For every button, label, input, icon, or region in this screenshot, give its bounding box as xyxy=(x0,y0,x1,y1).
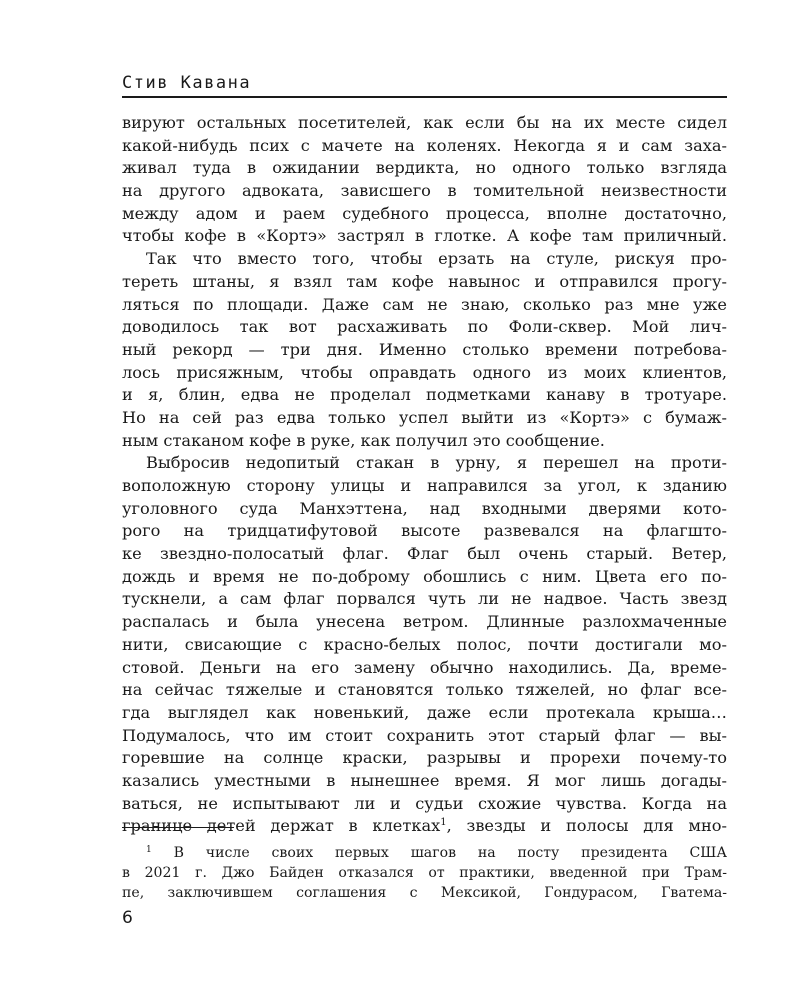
text-line: на другого адвоката, зависшего в томительной неизвестности xyxy=(122,181,727,201)
text-line: тускнели, а сам флаг порвался чуть ли не надвое. Часть звезд xyxy=(122,589,727,609)
footnote-reference[interactable]: 1 xyxy=(440,817,447,829)
text-fragment: , звезды и полосы для мно- xyxy=(446,816,727,836)
text-line: вируют остальных посетителей, как если бы на их месте сидел xyxy=(122,113,727,132)
page-number: 6 xyxy=(122,908,133,928)
text-line: Но на сей раз едва только успел выйти из «Кортэ» с бумаж- xyxy=(122,407,727,427)
text-line: ваться, не испытывают ли и судьи схожие чувства. Когда на xyxy=(122,793,727,813)
footnote-text: В числе своих первых шагов на посту президента США xyxy=(151,845,727,861)
footnote-line: пе, заключившем соглашения с Мексикой, Гондурасом, Гватема- xyxy=(122,885,727,901)
text-line: и я, блин, едва не проделал подметками канаву в тротуаре. xyxy=(122,385,727,405)
text-line: на сейчас тяжелые и становятся только тяжелей, но флаг все- xyxy=(122,680,727,700)
text-line: рого на тридцатифутовой высоте развевался на флагшто- xyxy=(122,521,727,541)
text-line: горевшие на солнце краски, разрывы и прорехи почему-то xyxy=(122,748,727,768)
text-line: чтобы кофе в «Кортэ» застрял в глотке. А кофе там приличный. xyxy=(122,226,727,246)
text-line: ке звездно-полосатый флаг. Флаг был очень старый. Ветер, xyxy=(122,544,727,564)
footnote-line xyxy=(122,843,727,863)
text-line: ный рекорд — три дня. Именно столько времени потребова- xyxy=(122,339,727,359)
text-line: дождь и время не по-доброму обошлись с ним. Цвета его по- xyxy=(122,566,727,586)
text-line: распалась и была унесена ветром. Длинные разлохмаченные xyxy=(122,612,727,632)
text-line: тереть штаны, я взял там кофе навынос и отправился прогу- xyxy=(122,271,727,291)
text-line: казались уместными в нынешнее время. Я мог лишь догады- xyxy=(122,770,727,790)
text-line: Подумалось, что им стоит сохранить этот старый флаг — вы- xyxy=(122,725,727,745)
running-title: Стив Кавана xyxy=(122,73,252,93)
text-line: живал туда в ожидании вердикта, но одного только взгляда xyxy=(122,158,727,178)
footnote-divider xyxy=(122,827,234,828)
footnote-marker: 1 xyxy=(146,845,152,855)
text-line: стовой. Деньги на его замену обычно находились. Да, време- xyxy=(122,657,727,677)
text-line: воположную сторону улицы и направился за угол, к зданию xyxy=(122,476,727,495)
footnote-line: в 2021 г. Джо Байден отказался от практики, введенной при Трам- xyxy=(122,865,727,881)
running-header xyxy=(122,70,727,98)
text-fragment: границе детей держат в клетках xyxy=(122,816,441,836)
text-line: Так что вместо того, чтобы ерзать на стуле, рискуя про- xyxy=(146,249,727,269)
text-line: нити, свисающие с красно-белых полос, почти достигали мо- xyxy=(122,634,727,654)
footnote-block xyxy=(122,843,727,903)
text-line: лось присяжным, чтобы оправдать одного из моих клиентов, xyxy=(122,362,727,382)
text-line: ным стаканом кофе в руке, как получил это сообщение. xyxy=(122,430,605,450)
text-line: гда выглядел как новенький, даже если протекала крыша… xyxy=(122,702,727,722)
text-line: доводилось так вот расхаживать по Фоли-сквер. Мой лич- xyxy=(122,317,727,337)
text-line: Выбросив недопитый стакан в урну, я перешел на проти- xyxy=(146,453,727,473)
main-text xyxy=(122,112,727,838)
text-line: какой-нибудь псих с мачете на коленях. Некогда я и сам заха- xyxy=(122,135,727,155)
text-line: между адом и раем судебного процесса, вполне достаточно, xyxy=(122,203,727,223)
text-line: ляться по площади. Даже сам не знаю, сколько раз мне уже xyxy=(122,294,727,314)
text-line: уголовного суда Манхэттена, над входными дверями кото- xyxy=(122,498,727,518)
